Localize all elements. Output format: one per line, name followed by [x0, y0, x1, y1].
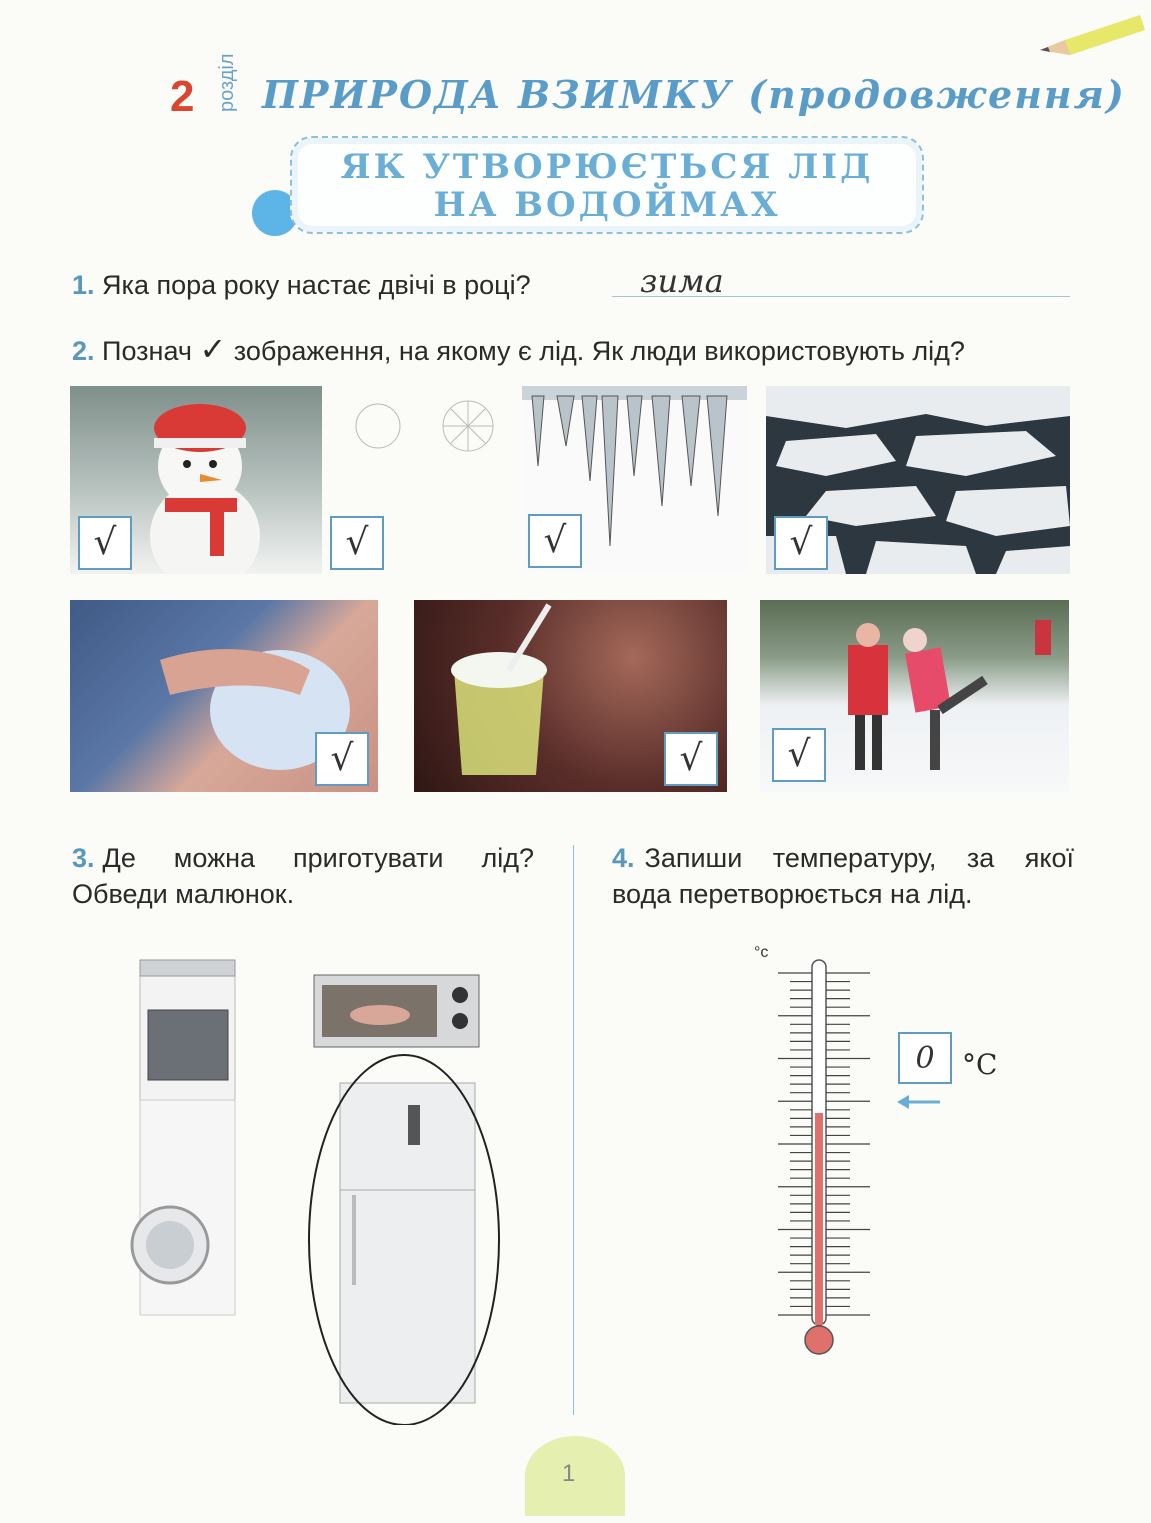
column-divider	[573, 845, 574, 1415]
tick-mark: √	[679, 738, 703, 779]
question-text: Яка пора року настає двічі в році?	[102, 270, 531, 300]
ice-skating-image	[760, 600, 1069, 792]
tick-mark: √	[543, 520, 567, 561]
thermometer-bulb	[805, 1326, 833, 1354]
question-number: 3.	[72, 843, 95, 873]
topic-line-2: НА ВОДОЙМАХ	[433, 185, 781, 225]
check-box[interactable]	[78, 516, 132, 570]
scale-unit-label: °c	[754, 944, 769, 961]
mercury-column	[815, 1113, 823, 1325]
iced-drink-image	[414, 600, 727, 792]
ice-pack-image	[70, 600, 378, 792]
celsius-unit: °C	[962, 1048, 998, 1081]
question-1	[72, 270, 531, 301]
tick-mark: √	[787, 734, 811, 775]
temperature-answer-box[interactable]	[898, 1032, 952, 1084]
question-text: Познач	[102, 336, 192, 366]
handwritten-answer: 0	[915, 1040, 935, 1076]
question-text: Обведи малюнок.	[72, 879, 295, 909]
section-word: розділ	[216, 53, 238, 112]
check-box[interactable]	[315, 732, 369, 786]
page-title: ПРИРОДА ВЗИМКУ (продовження)	[262, 72, 1126, 117]
topic-line-1: ЯК УТВОРЮЄТЬСЯ ЛІД	[340, 147, 874, 187]
tick-mark: √	[789, 522, 813, 563]
check-box[interactable]	[774, 516, 828, 570]
check-box[interactable]	[330, 516, 384, 570]
question-text: Запиши температуру, за якої	[644, 843, 1074, 873]
microwave-fridge-image[interactable]	[300, 965, 510, 1425]
check-box[interactable]	[772, 728, 826, 782]
section-number: 2	[170, 72, 195, 121]
arrow-left-icon	[895, 1092, 945, 1112]
question-number: 1.	[72, 270, 95, 300]
answer-line	[612, 296, 1070, 297]
handwritten-answer: зима	[640, 262, 724, 300]
question-text: Де можна приготувати лід?	[102, 843, 534, 873]
snowflakes-image	[328, 386, 508, 574]
tick-mark: √	[345, 522, 369, 563]
stove-washer-image[interactable]	[110, 950, 260, 1370]
check-box[interactable]	[664, 732, 718, 786]
ice-floes-image	[766, 386, 1070, 574]
question-3	[72, 840, 534, 912]
check-box[interactable]	[528, 514, 582, 568]
question-number: 4.	[612, 843, 635, 873]
tick-mark: √	[330, 738, 354, 779]
question-text: зображення, на якому є лід. Як люди використовують лід?	[233, 336, 965, 366]
icicles-image	[522, 386, 747, 574]
question-text: вода перетворюється на лід.	[612, 879, 973, 909]
question-number: 2.	[72, 336, 95, 366]
thermometer	[770, 955, 880, 1360]
page-number: 1	[562, 1460, 576, 1487]
checkmark-icon: ✓	[199, 331, 227, 367]
snowman-image	[70, 386, 322, 574]
question-4	[612, 840, 1074, 912]
topic-banner	[290, 136, 924, 234]
pencil-icon	[1040, 10, 1145, 65]
tick-mark: √	[93, 522, 117, 563]
question-2	[72, 330, 965, 368]
